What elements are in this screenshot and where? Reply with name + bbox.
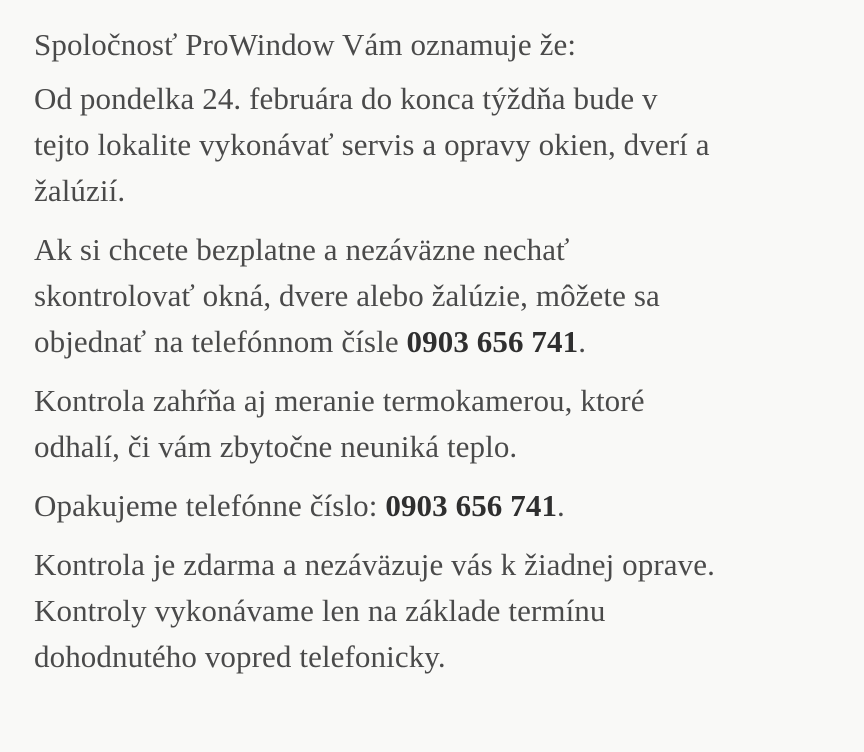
free-check-line-2: Kontroly vykonávame len na základe termínu bbox=[34, 593, 606, 628]
repeat-phone-period: . bbox=[557, 488, 565, 523]
booking-line-3 bbox=[34, 319, 849, 365]
booking-paragraph bbox=[34, 227, 849, 365]
phone-number-primary: 0903 656 741 bbox=[406, 324, 579, 359]
booking-line-2: skontrolovať okná, dvere alebo žalúzie, môžete sa bbox=[34, 278, 660, 313]
service-dates-line-1: Od pondelka 24. februára do konca týždňa bude v bbox=[34, 81, 658, 116]
notice-body bbox=[34, 22, 849, 680]
service-dates-line-2: tejto lokalite vykonávať servis a opravy okien, dverí a bbox=[34, 127, 710, 162]
phone-number-repeat: 0903 656 741 bbox=[385, 488, 558, 523]
notice-intro bbox=[34, 22, 849, 68]
repeat-phone-line bbox=[34, 483, 849, 529]
thermal-line-2: odhalí, či vám zbytočne neuniká teplo. bbox=[34, 429, 518, 464]
free-check-line-3: dohodnutého vopred telefonicky. bbox=[34, 639, 446, 674]
service-dates-paragraph bbox=[34, 76, 849, 214]
booking-line-3-period: . bbox=[578, 324, 587, 359]
repeat-phone-label: Opakujeme telefónne číslo: bbox=[34, 488, 386, 523]
free-check-paragraph bbox=[34, 542, 849, 680]
booking-line-3-text: objednať na telefónnom čísle bbox=[34, 324, 407, 359]
thermal-line-1: Kontrola zahŕňa aj meranie termokamerou, ktoré bbox=[34, 383, 645, 418]
service-dates-line-3: žalúzií. bbox=[34, 173, 126, 208]
booking-line-1: Ak si chcete bezplatne a nezáväzne nechať bbox=[34, 232, 570, 267]
intro-line: Spoločnosť ProWindow Vám oznamuje že: bbox=[34, 27, 577, 62]
thermal-camera-paragraph bbox=[34, 378, 849, 470]
repeat-phone-paragraph bbox=[34, 483, 849, 529]
free-check-line-1: Kontrola je zdarma a nezáväzuje vás k žiadnej oprave. bbox=[34, 547, 715, 582]
